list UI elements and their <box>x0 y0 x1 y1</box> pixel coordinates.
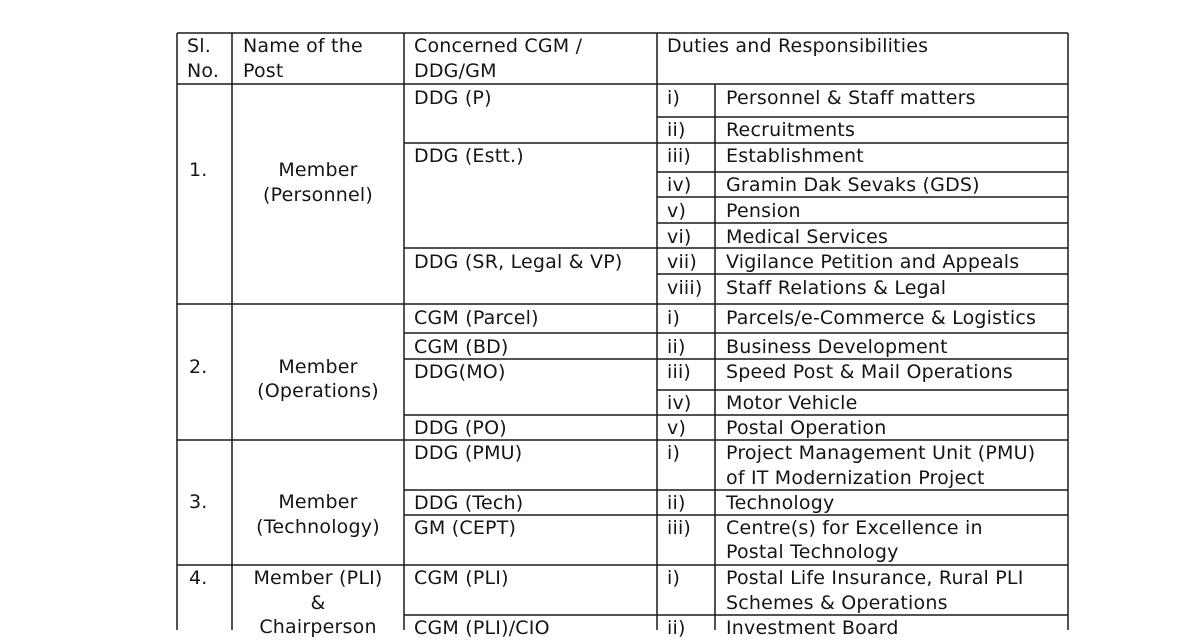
row2-duty5-text: Postal Operation <box>726 417 887 439</box>
row3-duty3-text-line2: Postal Technology <box>726 541 899 563</box>
row1-duty4-text: Gramin Dak Sevaks (GDS) <box>726 174 980 196</box>
row1-duty6-text: Medical Services <box>726 226 889 248</box>
row3-officer-1: DDG (PMU) <box>414 442 523 464</box>
row3-duty2-num: ii) <box>667 492 686 514</box>
row3-officer-2: DDG (Tech) <box>414 492 524 514</box>
row4-duty1-num: i) <box>667 567 681 589</box>
row4-officer-1: CGM (PLI) <box>414 567 509 589</box>
header-duties: Duties and Responsibilities <box>667 35 929 57</box>
row2-officer-4: DDG (PO) <box>414 417 507 439</box>
row3-officer-3: GM (CEPT) <box>414 517 517 539</box>
row2-duty2-text: Business Development <box>726 336 948 358</box>
row3-duty1-num: i) <box>667 442 681 464</box>
header-cgm-line2: DDG/GM <box>414 60 497 82</box>
row1-duty7-num: vii) <box>667 251 698 273</box>
row2-duty1-text: Parcels/e-Commerce & Logistics <box>726 307 1037 329</box>
row3-duty1-text-line1: Project Management Unit (PMU) <box>726 442 1036 464</box>
row1-duty7-text: Vigilance Petition and Appeals <box>726 251 1020 273</box>
row2-sl-no: 2. <box>189 356 208 378</box>
row1-duty3-num: iii) <box>667 145 692 167</box>
row2-duty2-num: ii) <box>667 336 686 358</box>
row3-duty3-num: iii) <box>667 517 692 539</box>
row1-sl-no: 1. <box>189 159 208 181</box>
row1-officer-1: DDG (P) <box>414 87 492 109</box>
row3-sl-no: 3. <box>189 491 208 513</box>
row4-post-line2: & <box>310 592 326 614</box>
row2-post-line2: (Operations) <box>257 380 379 402</box>
row1-duty5-num: v) <box>667 200 687 222</box>
row1-officer-2: DDG (Estt.) <box>414 145 524 167</box>
row4-duty1-text-line2: Schemes & Operations <box>726 592 948 614</box>
header-sl-line1: Sl. <box>187 35 211 57</box>
row1-duty5-text: Pension <box>726 200 801 222</box>
row4-duty2-text: Investment Board <box>726 617 899 639</box>
row2-post-line1: Member <box>278 356 358 378</box>
row3-duty1-text-line2: of IT Modernization Project <box>726 467 985 489</box>
header-sl-line2: No. <box>187 60 220 82</box>
row4-post-line3: Chairperson <box>259 616 377 638</box>
row2-officer-1: CGM (Parcel) <box>414 307 539 329</box>
row1-duty4-num: iv) <box>667 174 692 196</box>
row1-duty1-text: Personnel & Staff matters <box>726 87 976 109</box>
row2-duty4-num: iv) <box>667 392 692 414</box>
row4-sl-no: 4. <box>189 567 208 589</box>
row1-duty2-num: ii) <box>667 119 686 141</box>
row2-duty1-num: i) <box>667 307 681 329</box>
header-post-line2: Post <box>243 60 284 82</box>
row1-post-line1: Member <box>278 159 358 181</box>
row2-duty5-num: v) <box>667 417 687 439</box>
row4-post-line1: Member (PLI) <box>253 567 383 589</box>
row2-officer-2: CGM (BD) <box>414 336 509 358</box>
row1-duty8-num: viii) <box>667 277 703 299</box>
row3-post-line1: Member <box>278 491 358 513</box>
row1-post-line2: (Personnel) <box>263 184 373 206</box>
row2-duty3-num: iii) <box>667 361 692 383</box>
row1-duty2-text: Recruitments <box>726 119 856 141</box>
row3-duty3-text-line1: Centre(s) for Excellence in <box>726 517 983 539</box>
header-cgm-line1: Concerned CGM / <box>414 35 583 57</box>
row3-post-line2: (Technology) <box>256 516 380 538</box>
row1-duty6-num: vi) <box>667 226 692 248</box>
row2-duty4-text: Motor Vehicle <box>726 392 858 414</box>
header-post-line1: Name of the <box>243 35 363 57</box>
row1-duty1-num: i) <box>667 87 681 109</box>
row3-duty2-text: Technology <box>726 492 835 514</box>
row4-duty1-text-line1: Postal Life Insurance, Rural PLI <box>726 567 1024 589</box>
row1-duty8-text: Staff Relations & Legal <box>726 277 947 299</box>
row2-duty3-text: Speed Post & Mail Operations <box>726 361 1013 383</box>
row4-duty2-num: ii) <box>667 617 686 639</box>
row1-duty3-text: Establishment <box>726 145 864 167</box>
row2-officer-3: DDG(MO) <box>414 361 506 383</box>
row4-officer-2: CGM (PLI)/CIO <box>414 617 550 639</box>
row1-officer-3: DDG (SR, Legal & VP) <box>414 251 623 273</box>
